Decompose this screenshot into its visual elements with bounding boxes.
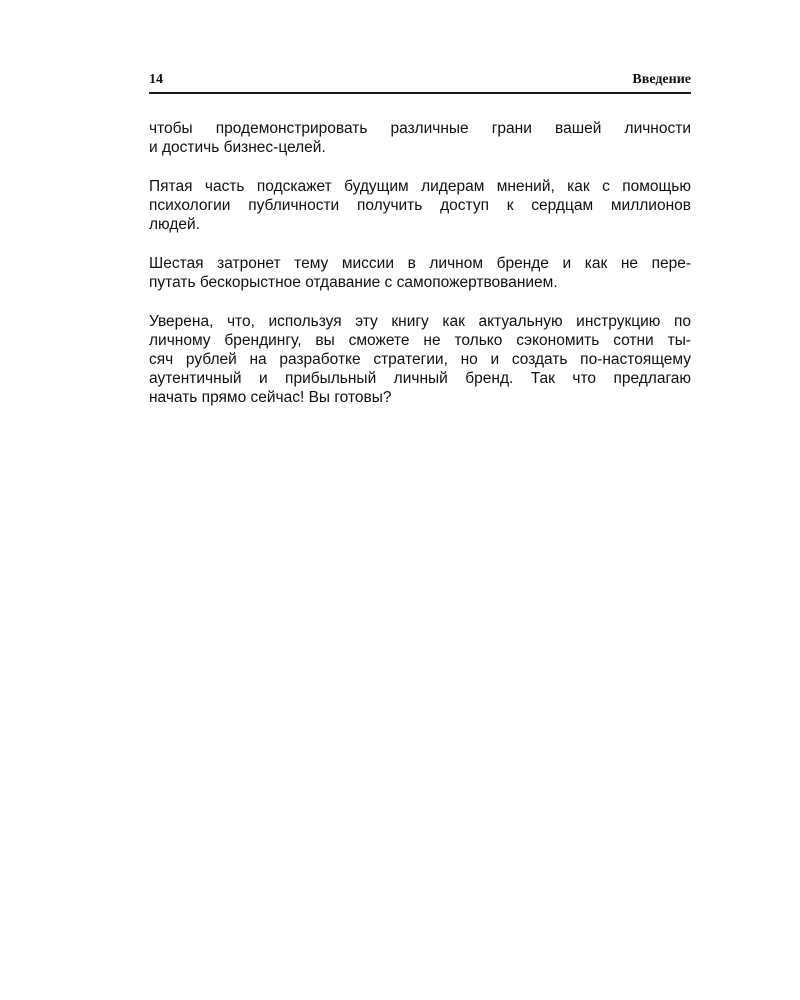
text-line: сяч рублей на разработке стратегии, но и создать по-настоящему [149, 351, 691, 368]
paragraph-2 [149, 177, 691, 234]
text-line: и достичь бизнес-целей. [149, 139, 326, 156]
text-line: аутентичный и прибыльный личный бренд. Так что предлагаю [149, 370, 691, 387]
text-line: начать прямо сейчас! Вы готовы? [149, 389, 392, 406]
text-line: людей. [149, 216, 200, 233]
text-line: Пятая часть подскажет будущим лидерам мнений, как с помощью [149, 178, 691, 195]
body-text [149, 119, 691, 427]
text-line: путать бескорыстное отдавание с самопожертвованием. [149, 274, 558, 291]
text-line: Шестая затронет тему миссии в личном бренде и как не пере- [149, 255, 691, 272]
text-line: психологии публичности получить доступ к сердцам миллионов [149, 197, 691, 214]
paragraph-3 [149, 254, 691, 292]
section-title: Введение [632, 72, 691, 87]
paragraph-4 [149, 312, 691, 407]
paragraph-1 [149, 119, 691, 157]
running-header [149, 70, 691, 94]
page-number: 14 [149, 72, 163, 87]
text-line: Уверена, что, используя эту книгу как актуальную инструкцию по [149, 313, 691, 330]
text-line: личному брендингу, вы сможете не только сэкономить сотни ты- [149, 332, 691, 349]
text-line: чтобы продемонстрировать различные грани вашей личности [149, 120, 691, 137]
